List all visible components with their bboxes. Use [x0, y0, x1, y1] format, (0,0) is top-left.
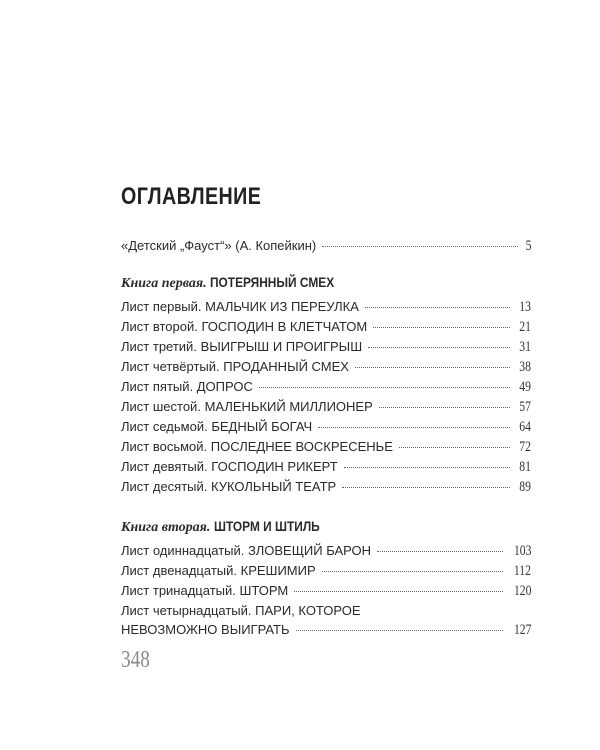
toc-entry-label: «Детский „Фауст“» (А. Копейкин)	[121, 238, 317, 253]
chapter-prefix: Лист девятый.	[121, 459, 208, 474]
chapter-prefix: Лист одиннадцатый.	[121, 543, 245, 558]
dot-leader	[322, 246, 517, 247]
toc-page-number: 13	[519, 299, 531, 315]
toc-entry-chapter[interactable]	[121, 397, 531, 417]
toc-page-number: 120	[513, 583, 531, 599]
chapter-name: БЕДНЫЙ БОГАЧ	[211, 419, 313, 434]
dot-leader	[368, 347, 510, 348]
chapter-name: ГОСПОДИН В КЛЕТЧАТОМ	[201, 319, 368, 334]
chapter-prefix: Лист шестой.	[121, 399, 201, 414]
chapter-prefix: Лист тринадцатый.	[121, 583, 236, 598]
chapter-prefix: Лист седьмой.	[121, 419, 208, 434]
toc-page-number: 21	[519, 319, 531, 335]
chapter-name-continued: НЕВОЗМОЖНО ВЫИГРАТЬ	[121, 622, 290, 637]
chapter-name: ДОПРОС	[196, 379, 253, 394]
chapter-prefix: Лист первый.	[121, 299, 202, 314]
toc-entry-chapter[interactable]	[121, 457, 531, 477]
toc-page-number: 31	[519, 339, 531, 355]
table-of-contents	[121, 236, 531, 640]
dot-leader	[344, 467, 510, 468]
chapter-prefix: Лист пятый.	[121, 379, 194, 394]
chapter-prefix: Лист третий.	[121, 339, 197, 354]
book-name: ШТОРМ И ШТИЛЬ	[214, 518, 321, 534]
toc-page-number: 81	[519, 459, 531, 475]
folio-page-number: 348	[121, 647, 150, 673]
dot-leader	[294, 591, 502, 592]
dot-leader	[318, 427, 510, 428]
dot-leader	[377, 551, 503, 552]
chapter-name: КРЕШИМИР	[240, 563, 316, 578]
toc-entry-chapter[interactable]	[121, 377, 531, 397]
dot-leader	[296, 630, 503, 631]
toc-page-number: 72	[519, 439, 531, 455]
dot-leader	[399, 447, 510, 448]
book-prefix: Книга первая.	[121, 276, 207, 291]
chapter-prefix: Лист второй.	[121, 319, 198, 334]
dot-leader	[355, 367, 510, 368]
dot-leader	[259, 387, 510, 388]
toc-entry-chapter[interactable]	[121, 561, 531, 581]
chapter-prefix: Лист десятый.	[121, 479, 208, 494]
toc-page-number: 112	[513, 563, 531, 579]
toc-entry-chapter[interactable]	[121, 541, 531, 561]
dot-leader	[365, 307, 510, 308]
chapter-name: ШТОРМ	[239, 583, 289, 598]
dot-leader	[322, 571, 503, 572]
page-title: ОГЛАВЛЕНИЕ	[121, 183, 262, 210]
dot-leader	[373, 327, 510, 328]
chapter-name: МАЛЕНЬКИЙ МИЛЛИОНЕР	[204, 399, 373, 414]
toc-page-number: 127	[513, 622, 531, 638]
chapter-prefix: Лист четвёртый.	[121, 359, 220, 374]
chapter-name: ВЫИГРЫШ И ПРОИГРЫШ	[200, 339, 363, 354]
chapter-name: ПРОДАННЫЙ СМЕХ	[223, 359, 349, 374]
chapter-name: ЗЛОВЕЩИЙ БАРОН	[248, 543, 371, 558]
toc-entry-chapter[interactable]	[121, 581, 531, 601]
toc-entry-intro[interactable]	[121, 236, 531, 256]
spacer	[121, 497, 531, 516]
dot-leader	[342, 487, 510, 488]
toc-entry-chapter[interactable]	[121, 317, 531, 337]
toc-entry-chapter[interactable]	[121, 337, 531, 357]
toc-page-number: 103	[513, 543, 531, 559]
chapter-prefix: Лист двенадцатый.	[121, 563, 237, 578]
toc-entry-chapter[interactable]	[121, 437, 531, 457]
book-heading-2	[121, 516, 531, 538]
book-name: ПОТЕРЯННЫЙ СМЕХ	[210, 274, 335, 290]
toc-entry-chapter[interactable]	[121, 417, 531, 437]
book-heading-1	[121, 272, 531, 294]
toc-page-number: 49	[519, 379, 531, 395]
chapter-prefix: Лист восьмой.	[121, 439, 208, 454]
toc-page-number: 64	[519, 419, 531, 435]
toc-page-number: 57	[519, 399, 531, 415]
toc-entry-chapter-multiline[interactable]	[121, 601, 531, 640]
toc-page-number: 89	[519, 479, 531, 495]
chapter-prefix: Лист четырнадцатый.	[121, 603, 252, 618]
toc-entry-chapter[interactable]	[121, 297, 531, 317]
dot-leader	[379, 407, 510, 408]
chapter-name: ПОСЛЕДНЕЕ ВОСКРЕСЕНЬЕ	[210, 439, 393, 454]
toc-entry-chapter[interactable]	[121, 477, 531, 497]
chapter-name: КУКОЛЬНЫЙ ТЕАТР	[211, 479, 337, 494]
chapter-name: ПАРИ, КОТОРОЕ	[255, 603, 361, 618]
toc-page-number: 5	[525, 238, 531, 254]
toc-entry-chapter[interactable]	[121, 357, 531, 377]
book-prefix: Книга вторая.	[121, 520, 211, 535]
toc-page-number: 38	[519, 359, 531, 375]
chapter-name: МАЛЬЧИК ИЗ ПЕРЕУЛКА	[205, 299, 359, 314]
chapter-name: ГОСПОДИН РИКЕРТ	[211, 459, 338, 474]
